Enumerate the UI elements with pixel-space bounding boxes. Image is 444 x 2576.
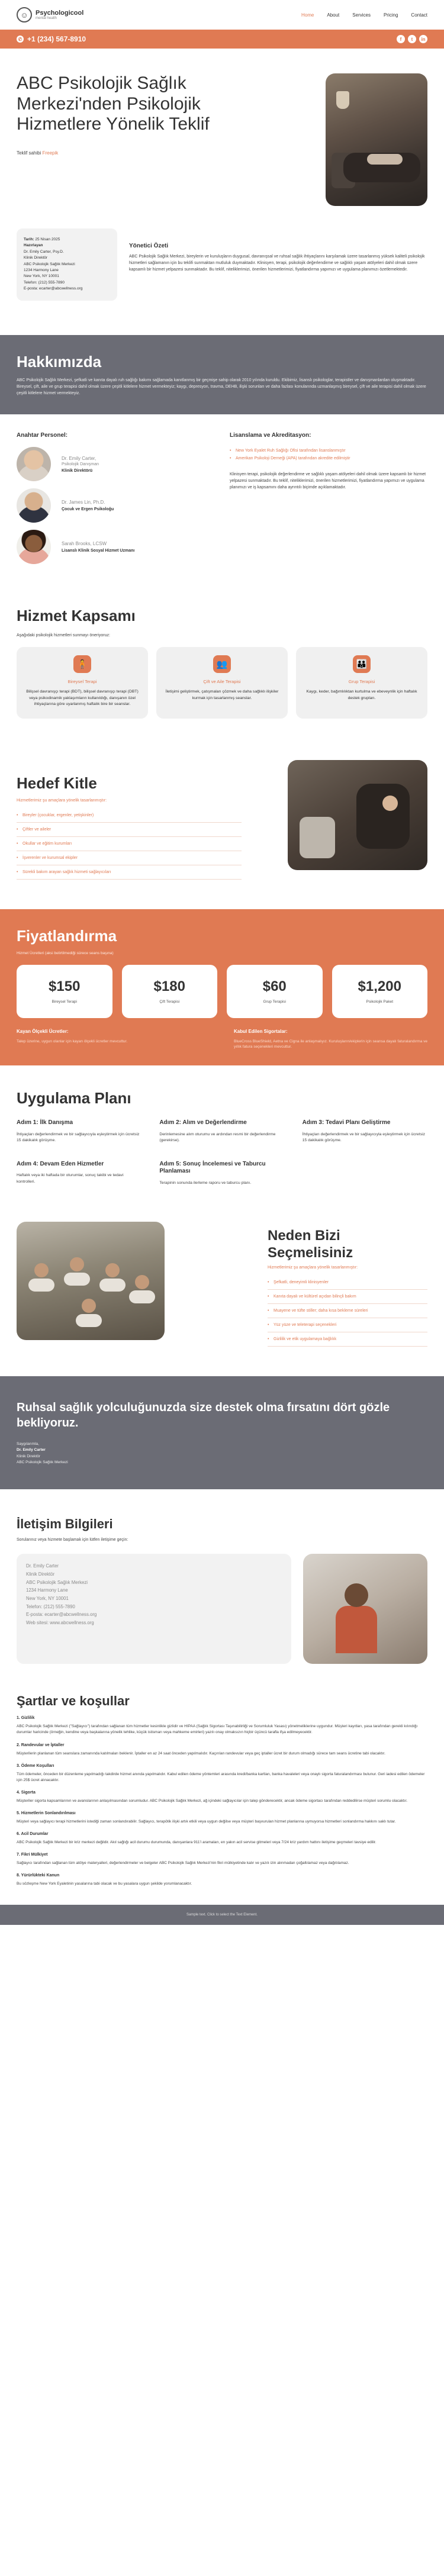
linkedin-icon[interactable]: in bbox=[419, 35, 427, 43]
service-card bbox=[296, 647, 427, 719]
personnel-section bbox=[0, 414, 444, 571]
price-value: $180 bbox=[153, 978, 185, 995]
couple-icon: 👥 bbox=[213, 655, 231, 673]
prepared-label: Hazırlayan bbox=[24, 243, 43, 248]
logo-tagline: mental health bbox=[36, 16, 57, 20]
terms-item bbox=[17, 1873, 427, 1887]
person-title: Çocuk ve Ergen Psikoloğu bbox=[62, 507, 114, 512]
terms-title: Şartlar ve koşullar bbox=[17, 1693, 130, 1709]
price-card bbox=[122, 965, 218, 1018]
plan-title: Uygulama Planı bbox=[17, 1089, 131, 1107]
signature bbox=[17, 1441, 427, 1466]
contact-subtitle: Sorularınız veya hizmete başlamak için lütfen iletişime geçin: bbox=[17, 1538, 128, 1543]
pricing-section bbox=[0, 909, 444, 1066]
about-section bbox=[0, 335, 444, 415]
avatar bbox=[17, 447, 51, 481]
memo-line: 1234 Harmony Lane bbox=[24, 268, 59, 272]
terms-text: Müşterilerin planlanan tüm seanslara zamanında katılmaları beklenir. İptaller en az 24 saat önceden yapılmalıdır. Kaçırılan randevular veya geç iptaller ücret bir durum olmadığı sürece tam seans ücretine tabi olacaktır. bbox=[17, 1751, 385, 1756]
hero-subtitle bbox=[17, 150, 271, 156]
facebook-icon[interactable]: f bbox=[397, 35, 405, 43]
list-item: • Şefkatli, deneyimli klinisyenler bbox=[268, 1276, 427, 1290]
step-text: Derinlemesine alım oturumu ve ardından resmi bir değerlendirme (gerekirse). bbox=[159, 1132, 276, 1143]
price-label: Grup Terapisi bbox=[263, 1000, 287, 1004]
sig-role: Klinik Direktör bbox=[17, 1454, 41, 1458]
nav-contact[interactable]: Contact bbox=[411, 12, 427, 18]
list-item: • New York Eyalet Ruh Sağlığı Ofisi tarafından lisanslanmıştır bbox=[230, 447, 427, 455]
person-name: Dr. James Lin, Ph.D. bbox=[62, 500, 105, 505]
plan-step bbox=[159, 1161, 284, 1187]
terms-heading: 3. Ödeme Koşulları bbox=[17, 1763, 54, 1768]
list-item: • Muayene ve tüfte stiller; daha kısa bekleme süreleri bbox=[268, 1304, 427, 1318]
sliding-scale-heading: Kayan Ölçekli Ücretler: bbox=[17, 1028, 69, 1034]
terms-text: Müşteriler sigorta kapsamlarının ve avanslarının anlaşılmasından sorumludur. ABC Psikolojik Sağlık Merkezi, ağ içindeki sağlayıcılar için talep gönderecektir, ancak ödeme sigortacı tarafından reddedilirse müşteri sorumlu olacaktır. bbox=[17, 1798, 408, 1803]
cta-title: Ruhsal sağlık yolculuğunuzda size destek olma fırsatını dört gözle bekliyoruz. bbox=[17, 1400, 390, 1429]
list-item: • Gizlilik ve etik uygulamaya bağlılık bbox=[268, 1332, 427, 1347]
terms-heading: 1. Gizlilik bbox=[17, 1716, 35, 1721]
service-card bbox=[156, 647, 288, 719]
insurance-heading: Kabul Edilen Sigortalar: bbox=[234, 1028, 288, 1034]
contact-line: Dr. Emily Carter bbox=[26, 1563, 59, 1569]
phone-number: +1 (234) 567-8910 bbox=[27, 35, 86, 43]
contact-line: ABC Psikolojik Sağlık Merkezi bbox=[26, 1579, 88, 1585]
contact-website[interactable]: Web sitesi: www.abcwellness.org bbox=[26, 1619, 94, 1625]
plan-step bbox=[303, 1119, 427, 1144]
therapist-image bbox=[303, 1554, 427, 1664]
person-title: Lisanslı Klinik Sosyal Hizmet Uzmanı bbox=[62, 549, 135, 553]
terms-item bbox=[17, 1743, 427, 1757]
contact-card bbox=[17, 1554, 291, 1664]
list-item: • Yüz yüze ve teleterapi seçenekleri bbox=[268, 1318, 427, 1332]
terms-item bbox=[17, 1791, 427, 1804]
contact-section bbox=[0, 1489, 444, 1664]
hero-image bbox=[326, 73, 427, 206]
contact-bar bbox=[0, 30, 444, 49]
list-item: • Amerikan Psikoloji Derneği (APA) tarafından akredite edilmiştir bbox=[230, 455, 427, 462]
terms-heading: 8. Yürürlükteki Kanun bbox=[17, 1873, 60, 1878]
terms-heading: 4. Sigorta bbox=[17, 1790, 36, 1795]
step-heading: Adım 3: Tedavi Planı Geliştirme bbox=[302, 1119, 391, 1126]
memo-line: Klinik Direktör bbox=[24, 256, 48, 260]
main-nav bbox=[301, 12, 427, 18]
memo-card bbox=[17, 228, 117, 301]
list-item: • İşverenler ve kurumsal ekipler bbox=[17, 851, 242, 865]
step-text: İhtiyaçları değerlendirmek ve bir sağlayıcıyla eşleştirmek için ücretsiz 15 dakikalık görüşme. bbox=[17, 1132, 140, 1143]
license-text: Klinisyen terapi, psikolojik değerlendirme ve sağlıklı yaşam atölyeleri dahil olmak üzere kapsamlı bir hizmet yelpazesi sunmaktadır. Bu teklif, niteliklerimizi, önerilen hizmetlerimizi, fiyatlandırma yapımızı ve uygulama planımızı ve iş kapsamını daha ayrıntılı biçimde açıklamaktadır. bbox=[230, 472, 426, 490]
group-therapy-image bbox=[17, 1222, 165, 1340]
why-section bbox=[0, 1186, 444, 1347]
contact-line: New York, NY 10001 bbox=[26, 1595, 69, 1601]
terms-heading: 5. Hizmetlerin Sonlandırılması bbox=[17, 1811, 76, 1815]
list-item: • Sürekli bakım arayan sağlık hizmeti sağlayıcıları bbox=[17, 865, 242, 880]
price-card bbox=[332, 965, 428, 1018]
terms-text: Sağlayıcı tarafından sağlanan tüm atölye materyalleri, değerlendirmeler ve belgeler ABC Psikolojik Sağlık Merkezi'nin fikri mülkiyetinde kalır ve yazılı izin alınmadan çoğaltılamaz veya dağıtılamaz. bbox=[17, 1860, 349, 1865]
about-text: ABC Psikolojik Sağlık Merkezi, şefkatli ve kanıta dayalı ruh sağlığı bakımı sağlamada kanıtlanmış bir geçmişe sahip olarak 2010 yılında kuruldu. Ekibimiz, lisanslı psikologlar, terapistler ve danışmanlardan oluşmaktadır. Bireysel, çift, aile ve grup terapisi dahil olmak üzere çeşitli kitlelere hizmet vermekteyiz; kaygı, depresyon, travma, DEHB, ilişki sorunları ve daha fazlası konularında uzmanlaşmış bireysel, çift ve aile terapisi dahil olmak üzere çeşitli kitlelere hizmet vermekteyiz. bbox=[17, 378, 426, 395]
nav-home[interactable]: Home bbox=[301, 12, 314, 18]
price-card bbox=[17, 965, 112, 1018]
list-item: • Okullar ve eğitim kurumları bbox=[17, 837, 242, 851]
service-desc: Bilişsel davranışçı terapi (BDT), bilişsel davranışçı terapi (DBT) veya psikodinamik yaklaşımların kullanıldığı, danışanın özel ihtiyaçlarına göre uyarlanmış haftalık bire bir seanslar. bbox=[26, 690, 139, 707]
contact-line: 1234 Harmony Lane bbox=[26, 1588, 68, 1593]
person-title: Klinik Direktörü bbox=[62, 468, 93, 473]
terms-text: ABC Psikolojik Sağlık Merkezi bir kriz merkezi değildir. Akıl sağlığı acil durumu durumunda, danışanlara 911'i aramaları, en yakın acil servise gitmeleri veya 7/24 kriz yardım hattını iletişime geçmeleri tavsiye edilir. bbox=[17, 1840, 377, 1844]
contact-email[interactable]: E-posta: ecarter@abcwellness.org bbox=[26, 1612, 97, 1618]
terms-section bbox=[0, 1664, 444, 1905]
memo-line: Dr. Emily Carter, Psy.D. bbox=[24, 249, 64, 254]
person-icon: 🧍 bbox=[73, 655, 91, 673]
date-label: Tarih: bbox=[24, 237, 34, 242]
logo-name: Psychologicool bbox=[36, 9, 84, 17]
price-label: Çift Terapisi bbox=[159, 1000, 180, 1004]
service-desc: Kaygı, keder, bağımlılıktan kurtulma ve ebeveynlik için haftalık destek grupları. bbox=[306, 690, 417, 700]
why-title: Neden Bizi Seçmelisiniz bbox=[268, 1228, 353, 1261]
logo[interactable] bbox=[17, 7, 83, 22]
terms-text: Müşteri veya sağlayıcı terapi hizmetlerini istediği zaman sonlandırabilir. Sağlayıcı, terapötik ilişki artık etkili veya uygun değilse veya müşteri başvurulan hizmet planlarına uymuyorsa hizmetleri sonlandırma hakkını saklı tutar. bbox=[17, 1819, 396, 1824]
list-item: • Kanıta dayalı ve kültürel açıdan bilinçli bakım bbox=[268, 1290, 427, 1304]
person-name: Sarah Brooks, LCSW bbox=[62, 541, 107, 547]
terms-item bbox=[17, 1716, 427, 1735]
price-card bbox=[227, 965, 323, 1018]
plan-step bbox=[17, 1119, 141, 1144]
nav-about[interactable]: About bbox=[327, 12, 340, 18]
therapy-session-image bbox=[288, 760, 427, 870]
person-card bbox=[17, 447, 212, 481]
service-title: Çift ve Aile Terapisi bbox=[203, 679, 241, 685]
step-text: İhtiyaçları değerlendirmek ve bir sağlayıcıyla eşleştirmek için ücretsiz 15 dakikalık görüşme. bbox=[302, 1132, 426, 1143]
service-desc: İletişimi geliştirmek, çatışmaları çözmek ve daha sağlıklı ilişkiler kurmak için tasarlanmış seanslar. bbox=[165, 690, 279, 700]
terms-text: Tüm ödemeler, önceden bir düzenleme yapılmadığı takdirde hizmet anında yapılmalıdır. Kabul edilen ödeme yöntemleri arasında kredi/banka kartları, banka havaleleri veya onaylı sigorta faturalandırması bulunur. Geri iadesi edilen ödemeler için 25$ ücret alınacaktır. bbox=[17, 1772, 425, 1782]
sig-org: ABC Psikolojik Sağlık Merkezi bbox=[17, 1460, 68, 1465]
footer bbox=[0, 1905, 444, 1925]
why-list bbox=[268, 1276, 427, 1347]
sliding-scale-text: Talep üzerine, uygun olanlar için kayan ölçekli ücretler mevcuttur. bbox=[17, 1039, 128, 1044]
service-card bbox=[17, 647, 148, 719]
target-subtitle: Hizmetlerimiz şu amaçlara yönelik tasarlanmıştır: bbox=[17, 798, 107, 803]
step-text: Terapinin sonunda ilerleme raporu ve taburcu planı. bbox=[159, 1180, 252, 1185]
person-role: Psikolojik Danışman bbox=[62, 462, 99, 466]
footer-text: Sample text. Click to select the Text Element. bbox=[186, 1913, 258, 1917]
service-title: Grup Terapisi bbox=[348, 679, 375, 685]
terms-item bbox=[17, 1853, 427, 1866]
step-heading: Adım 2: Alım ve Değerlendirme bbox=[159, 1119, 247, 1126]
plan-section bbox=[0, 1065, 444, 1186]
sig-label: Saygılarımla, bbox=[17, 1441, 39, 1446]
top-bar bbox=[0, 0, 444, 30]
insurance-text: BlueCross BlueShield, Aetna ve Cigna ile anlaşmalıyız. Kuruluşların/ekiplerin için seansa dayalı faturalandırma ve yıllık fatura seçenekleri mevcuttur. bbox=[234, 1039, 427, 1049]
cta-section bbox=[0, 1376, 444, 1490]
twitter-icon[interactable]: t bbox=[408, 35, 416, 43]
step-heading: Adım 1: İlk Danışma bbox=[17, 1119, 73, 1126]
list-item: • Bireyler (çocuklar, ergenler, yetişkinler) bbox=[17, 809, 242, 823]
price-value: $150 bbox=[49, 978, 81, 995]
phone-icon: ✆ bbox=[17, 36, 24, 43]
contact-title: İletişim Bilgileri bbox=[17, 1516, 113, 1532]
terms-item bbox=[17, 1811, 427, 1825]
brain-icon: ☺ bbox=[17, 7, 32, 22]
group-icon: 👪 bbox=[353, 655, 371, 673]
memo-line: Telefon: (212) 555-7890 bbox=[24, 280, 65, 285]
memo-section bbox=[0, 228, 444, 301]
personnel-heading: Anahtar Personel: bbox=[17, 432, 68, 439]
person-card bbox=[17, 530, 212, 564]
summary-text: ABC Psikolojik Sağlık Merkezi, bireylerin ve kuruluşların duygusal, davranışsal ve ruhsal sağlık ihtiyaçlarını karşılamak üzere tasarlanmış yüksek kaliteli psikolojik hizmetleri sağlamanın için bu teklifi sunmaktan mutluluk duymaktadır. Klinisyen, terapi, psikolojik değerlendirme ve sağlıklı yaşam atölyeleri dahil olmak üzere kapsamlı bir hizmet yelpazesi sunmaktadır. Bu teklif, niteliklerimizi, önerilen hizmetlerimizi, fiyatlandırma yapımızı ve uygulama planımızı özetlemektedir. bbox=[129, 255, 425, 272]
pricing-subtitle: Hizmet Ücretleri (aksi belirtilmediği sürece seans başına) bbox=[17, 951, 114, 955]
sig-name: Dr. Emily Carter bbox=[17, 1448, 46, 1453]
phone-link[interactable] bbox=[17, 35, 86, 43]
terms-heading: 6. Acil Durumlar bbox=[17, 1831, 49, 1836]
memo-line: New York, NY 10001 bbox=[24, 274, 59, 279]
date-value: 25 Nisan 2025 bbox=[35, 237, 60, 242]
terms-text: ABC Psikolojik Sağlık Merkezi ("Sağlayıcı") tarafından sağlanan tüm hizmetler kesinlikle gizlidir ve HIPAA (Sağlık Sigortası Taşınabilirliği ve Sorumluluk Yasası) yönetmeliklerine uygundur. Müşteri kayıtları, yasa tarafından gerekli kılındığı durumlar haricinde (örneğin, kendine veya başkalarına yönelik tehlike, küçük istismarı veya mahkeme emirleri) yazılı onay olmaksızın hiçbir üçüncü tarafla ifşa edilmeyecektir. bbox=[17, 1724, 418, 1735]
memo-line: E-posta: ecarter@abcwellness.org bbox=[24, 286, 83, 291]
about-title: Hakkımızda bbox=[17, 352, 102, 371]
nav-services[interactable]: Services bbox=[352, 12, 371, 18]
avatar bbox=[17, 530, 51, 564]
price-label: Bireysel Terapi bbox=[52, 1000, 77, 1004]
plan-step bbox=[17, 1161, 141, 1187]
step-heading: Adım 5: Sonuç İncelemesi ve Taburcu Planlaması bbox=[159, 1160, 266, 1175]
avatar bbox=[17, 488, 51, 523]
hero-title: ABC Psikolojik Sağlık Merkezi'nden Psikolojik Hizmetlere Yönelik Teklif bbox=[17, 73, 210, 134]
contact-phone[interactable]: Telefon: (212) 555-7890 bbox=[26, 1603, 75, 1609]
memo-line: ABC Psikolojik Sağlık Merkezi bbox=[24, 262, 75, 266]
social-links bbox=[397, 35, 427, 43]
list-item: • Çiftler ve aileler bbox=[17, 823, 242, 837]
price-value: $1,200 bbox=[358, 978, 401, 995]
terms-text: Bu sözleşme New York Eyaletinin yasalarına tabi olacak ve bu yasalara uygun şekilde yorumlanacaktır. bbox=[17, 1881, 192, 1886]
step-text: Haftalık veya iki haftada bir oturumlar, sonuç takibi ve tedavi kontrolleri. bbox=[17, 1173, 124, 1184]
contact-line: Klinik Direktör bbox=[26, 1572, 55, 1577]
price-value: $60 bbox=[262, 978, 287, 995]
hero-sub-link[interactable]: Freepik bbox=[42, 150, 59, 156]
summary-heading: Yönetici Özeti bbox=[129, 243, 169, 249]
price-label: Psikolojik Paket bbox=[366, 1000, 394, 1004]
terms-item bbox=[17, 1832, 427, 1846]
hero-section bbox=[0, 49, 444, 218]
terms-heading: 2. Randevular ve İptaller bbox=[17, 1743, 65, 1747]
plan-step bbox=[159, 1119, 284, 1144]
nav-pricing[interactable]: Pricing bbox=[383, 12, 398, 18]
license-list bbox=[230, 447, 427, 463]
person-card bbox=[17, 488, 212, 523]
services-title: Hizmet Kapsamı bbox=[17, 607, 136, 625]
target-title: Hedef Kitle bbox=[17, 774, 97, 792]
license-heading: Lisanslama ve Akreditasyon: bbox=[230, 432, 311, 439]
services-intro: Aşağıdaki psikolojik hizmetleri sunmayı öneriyoruz: bbox=[17, 633, 110, 638]
why-subtitle: Hizmetlerimiz şu amaçlara yönelik tasarlanmıştır: bbox=[268, 1265, 358, 1270]
step-heading: Adım 4: Devam Eden Hizmetler bbox=[17, 1160, 104, 1167]
services-section bbox=[0, 571, 444, 719]
terms-item bbox=[17, 1764, 427, 1783]
hero-sub-prefix: Teklif sahibi bbox=[17, 150, 43, 156]
service-title: Bireysel Terapi bbox=[67, 679, 97, 685]
person-name: Dr. Emily Carter, bbox=[62, 455, 96, 461]
pricing-title: Fiyatlandırma bbox=[17, 926, 117, 945]
target-section bbox=[0, 719, 444, 880]
terms-heading: 7. Fikri Mülkiyet bbox=[17, 1852, 48, 1857]
target-list bbox=[17, 809, 242, 880]
